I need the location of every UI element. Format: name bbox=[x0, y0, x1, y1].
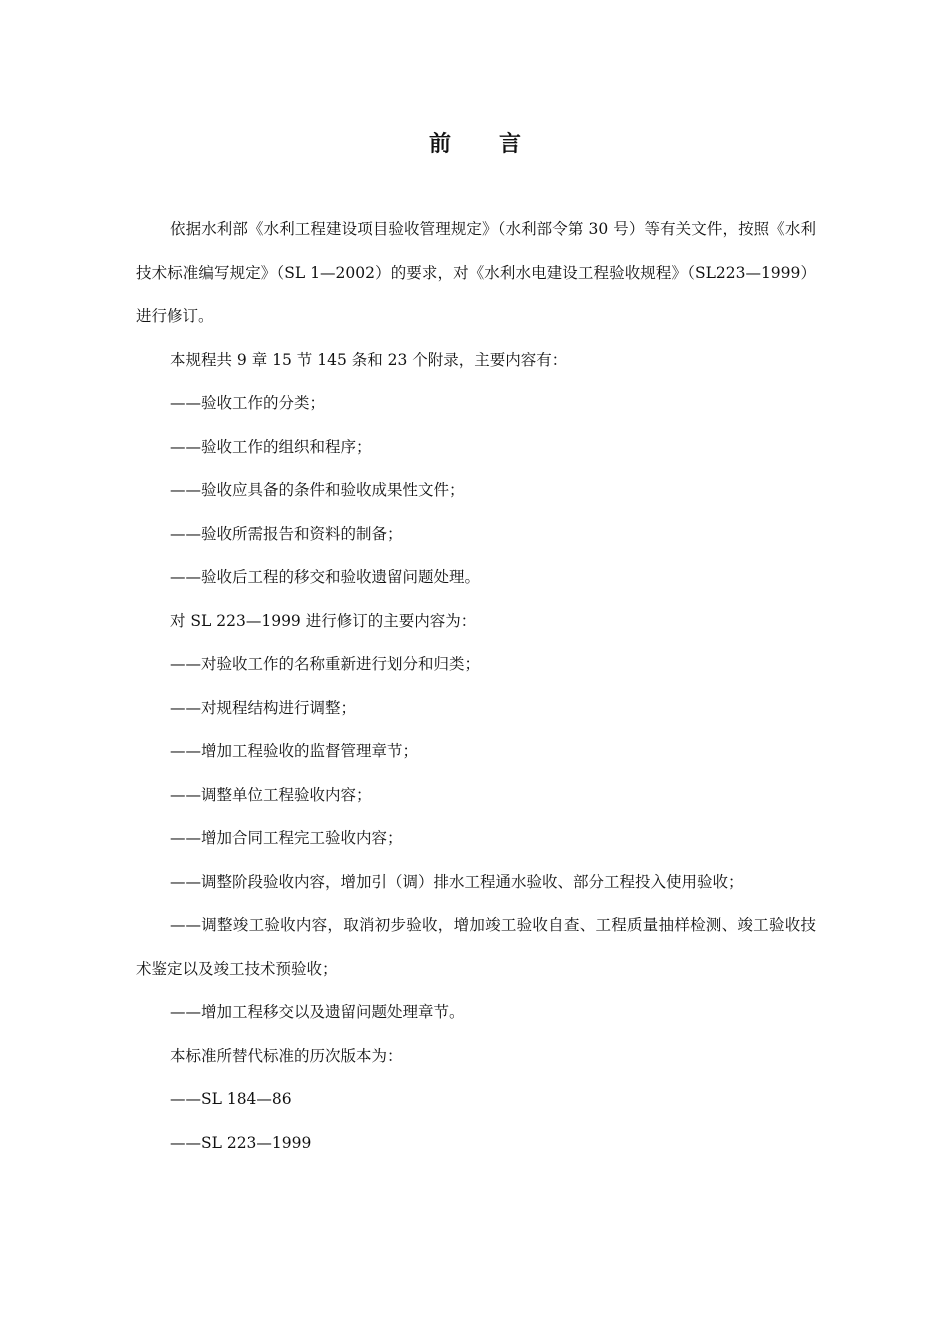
list-item: ——验收工作的组织和程序； bbox=[170, 437, 372, 456]
list-item: ——验收应具备的条件和验收成果性文件； bbox=[170, 481, 465, 499]
page-title bbox=[0, 128, 950, 160]
list-item: ——调整竣工验收内容，取消初步验收，增加竣工验收自查、工程质量抽样检测、竣工验收技术鉴定以及竣工技术预验收； bbox=[136, 916, 816, 978]
list-item: ——验收工作的分类； bbox=[170, 394, 326, 412]
list-item: ——增加合同工程完工验收内容； bbox=[170, 829, 403, 847]
replaced-intro-paragraph: 本标准所替代标准的历次版本为： bbox=[170, 1046, 403, 1065]
list-item: ——SL 223—1999 bbox=[170, 1133, 312, 1152]
list-item: ——调整阶段验收内容，增加引（调）排水工程通水验收、部分工程投入使用验收； bbox=[170, 872, 744, 891]
list-item: ——调整单位工程验收内容； bbox=[170, 785, 372, 804]
intro-paragraph: 依据水利部《水利工程建设项目验收管理规定》（水利部令第 30 号）等有关文件，按照《水利技术标准编写规定》（SL 1—2002）的要求，对《水利水电建设工程验收规程》（SL223—1999）进行修订。 bbox=[136, 220, 816, 325]
list-item: ——增加工程移交以及遗留问题处理章节。 bbox=[170, 1003, 465, 1021]
title-char: 前 bbox=[428, 131, 451, 157]
list-item: ——验收所需报告和资料的制备； bbox=[170, 524, 403, 543]
list-item: ——SL 184—86 bbox=[170, 1090, 292, 1108]
list-item: ——增加工程验收的监督管理章节； bbox=[170, 742, 419, 760]
preface-body bbox=[136, 208, 816, 1165]
title-char: 言 bbox=[499, 131, 522, 157]
list-item: ——对规程结构进行调整； bbox=[170, 698, 357, 717]
summary-paragraph: 本规程共 9 章 15 节 145 条和 23 个附录，主要内容有： bbox=[170, 350, 568, 369]
revision-intro-paragraph: 对 SL 223—1999 进行修订的主要内容为： bbox=[170, 611, 477, 630]
list-item: ——验收后工程的移交和验收遗留问题处理。 bbox=[170, 568, 481, 586]
list-item: ——对验收工作的名称重新进行划分和归类； bbox=[170, 655, 481, 673]
